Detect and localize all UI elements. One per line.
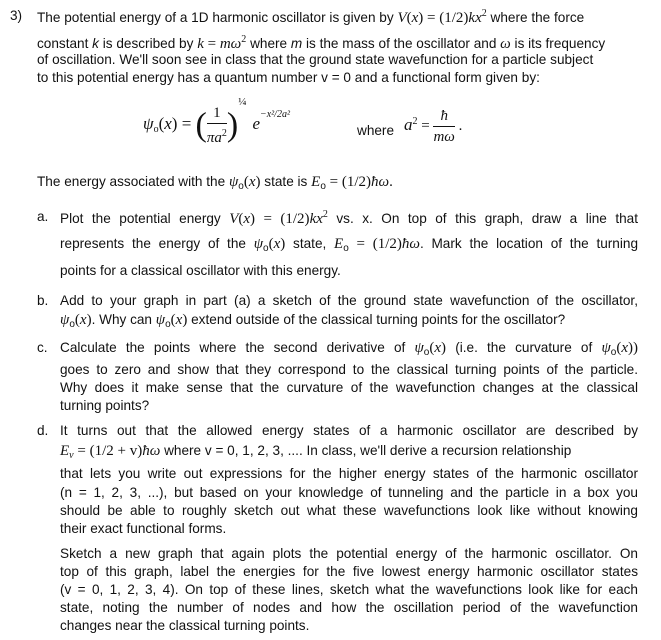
part-d-line-2: $E_v = (1/2$ + v)ħω where v = 0, 1, 2, 3, .... In class, we'll derive a recursion relationship xyxy=(60,443,572,461)
wavefunction-equation: $\psi_o(x)$ = ( $\frac{1}{\pi a^2}$ )$^{\frac{1}{4}}$ $e^{-x^2/2a^2}$ xyxy=(143,96,290,146)
part-c-line-1: Calculate the points where the second derivative of $\psi_o(x)$ (i.e. the curvature of $\psi_o(x)$) xyxy=(60,340,638,358)
part-d-p2-line-1: Sketch a new graph that again plots the potential energy of the harmonic oscillator. On xyxy=(60,546,638,561)
part-c-line-3: Why does it make sense that the curvature of the wavefunction changes at the classical xyxy=(60,380,638,395)
a-squared-equation: $a^2$ = $\frac{ħ}{m\omega}$ . xyxy=(404,108,463,145)
intro-line-2: constant k is described by $k = m\omega^2$ where m is the mass of the oscillator and ω is its frequency xyxy=(37,34,606,52)
where-label: where xyxy=(357,123,395,138)
part-b-line-2: $\psi_o(x)$. Why can $\psi_o(x)$ extend outside of the classical turning points for the oscillator? xyxy=(60,312,566,330)
intro-line-4: to this potential energy has a quantum number v = 0 and a functional form given by: xyxy=(37,70,540,85)
problem-number: 3) xyxy=(10,8,23,23)
part-c-label: c. xyxy=(37,340,48,355)
part-d-p2-line-2: top of this graph, label the energies for the five lowest energy harmonic oscillator states xyxy=(60,564,638,579)
part-a-line-3: points for a classical oscillator with this energy. xyxy=(60,263,341,278)
part-d-line-3: that lets you write out expressions for the higher energy states of the harmonic oscillator xyxy=(60,466,638,481)
part-d-line-6: their exact functional forms. xyxy=(60,521,227,536)
part-c-line-2: goes to zero and show that they correspond to the classical turning points of the particle. xyxy=(60,362,638,377)
part-a-line-2: represents the energy of the $\psi_o(x)$ state, $E_o$ = (1/2)ħω. Mark the location of the turning xyxy=(60,236,639,254)
part-b-line-1: Add to your graph in part (a) a sketch of the ground state wavefunction of the oscillator, xyxy=(60,293,638,308)
intro-line-1: The potential energy of a 1D harmonic oscillator is given by $V(x) = (1/2)kx^2$ where the force xyxy=(37,8,585,26)
part-d-label: d. xyxy=(37,423,49,438)
part-d-line-4: (n = 1, 2, 3, ...), but based on your knowledge of tunneling and the particle in a box you xyxy=(60,485,638,500)
part-b-label: b. xyxy=(37,293,49,308)
intro-line-3: of oscillation. We'll soon see in class that the ground state wavefunction for a particle subject xyxy=(37,52,594,67)
part-c-line-4: turning points? xyxy=(60,398,150,413)
part-d-p2-line-4: state, noting the number of nodes and how the oscillation period of the wavefunction xyxy=(60,600,638,615)
part-d-line-5: should be able to roughly sketch out what these wavefunctions look like without knowing xyxy=(60,503,638,518)
part-a-label: a. xyxy=(37,209,49,224)
part-a-line-1: Plot the potential energy $V(x) = (1/2)kx^2$ vs. x. On top of this graph, draw a line that xyxy=(60,209,638,227)
part-d-p2-line-3: (v = 0, 1, 2, 3, 4). On top of these lines, sketch what the wavefunctions look like for each xyxy=(60,582,638,597)
energy-sentence: The energy associated with the $\psi_o(x)$ state is $E_o$ = (1/2)ħω. xyxy=(37,174,393,192)
part-d-p2-line-5: changes near the classical turning points. xyxy=(60,618,310,633)
part-d-line-1: It turns out that the allowed energy states of a harmonic oscillator are described by xyxy=(60,423,638,438)
